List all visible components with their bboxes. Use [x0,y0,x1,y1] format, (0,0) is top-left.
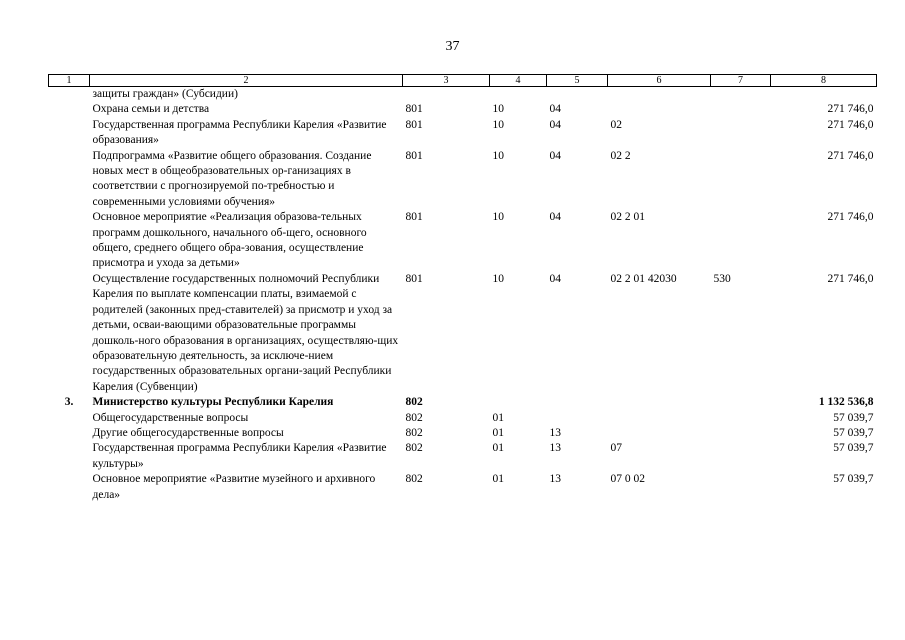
page-number: 37 [445,39,460,54]
section-number-cell [49,118,90,149]
ministry-code-cell: 802 [405,396,423,409]
table-row [49,411,877,426]
amount-cell: 1 132 536,8 [818,396,874,409]
ministry-code-cell [403,87,490,103]
column-header: 3 [403,75,490,87]
section-code-cell: 01 [492,442,504,455]
subsection-code-cell: 04 [549,103,561,116]
subsection-code-cell: 13 [549,426,561,439]
amount-cell: 57 039,7 [833,411,874,424]
amount-cell: 57 039,7 [833,442,874,455]
section-code-cell [490,87,547,103]
item-name-cell: Министерство культуры Республики Карелия [92,396,334,409]
column-header: 2 [90,75,403,87]
target-article-code-cell: 02 2 01 [610,211,645,224]
subsection-code-cell: 13 [549,442,561,455]
amount-cell: 271 746,0 [827,118,874,131]
section-code-cell [490,395,547,410]
subsection-code-cell [547,87,608,103]
subsection-code-cell [547,395,608,410]
ministry-code-cell: 801 [405,118,423,131]
section-number-cell [49,272,90,395]
target-article-code-cell [608,395,711,410]
target-article-code-cell: 02 2 [610,149,631,162]
target-article-code-cell: 02 [610,118,622,131]
expense-type-code-cell [711,210,771,272]
ministry-code-cell: 801 [405,272,423,285]
item-name-cell: Основное мероприятие «Реализация образова-тельных программ дошкольного, начального об-щего, основного общего, среднего общего обра-зования, осуществление присмотра и ухода за детьми» [92,211,367,270]
subsection-code-cell: 13 [549,473,561,486]
section-code-cell: 10 [492,211,504,224]
table-row [49,149,877,211]
amount-cell: 57 039,7 [833,426,874,439]
ministry-code-cell: 802 [405,442,423,455]
section-code-cell: 10 [492,118,504,131]
budget-table [48,74,877,503]
item-name-cell: Охрана семьи и детства [92,103,210,116]
target-article-code-cell: 02 2 01 42030 [610,272,677,285]
section-number-cell [49,149,90,211]
ministry-code-cell: 801 [405,211,423,224]
item-name-cell: Государственная программа Республики Карелия «Развитие образования» [92,118,387,147]
column-header: 6 [608,75,711,87]
expense-type-code-cell [711,87,771,103]
target-article-code-cell [608,411,711,426]
ministry-code-cell: 802 [405,473,423,486]
item-name-cell: Другие общегосударственные вопросы [92,426,284,439]
item-name-cell: защиты граждан» (Субсидии) [92,88,238,100]
expense-type-code-cell [711,426,771,441]
item-name-cell: Государственная программа Республики Карелия «Развитие культуры» [92,442,387,470]
column-header: 4 [490,75,547,87]
section-number-cell [49,441,90,472]
section-number-cell [49,426,90,441]
table-row [49,102,877,117]
section-code-cell: 01 [492,411,504,424]
expense-type-code-cell [711,411,771,426]
amount-cell: 271 746,0 [827,149,874,162]
expense-type-code-cell: 530 [713,272,731,285]
amount-cell: 271 746,0 [827,211,874,224]
target-article-code-cell [608,87,711,103]
table-row [49,426,877,441]
target-article-code-cell: 07 0 02 [610,473,645,486]
subsection-code-cell: 04 [549,149,561,162]
ministry-code-cell: 802 [405,426,423,439]
section-code-cell: 10 [492,272,504,285]
target-article-code-cell [608,102,711,117]
section-number-cell [49,210,90,272]
column-number-row [49,75,877,87]
table-row [49,87,877,103]
subsection-code-cell: 04 [549,272,561,285]
item-name-cell: Подпрограмма «Развитие общего образования. Создание новых мест в общеобразовательных ор-ганизациях в соответствии с прогнозируемой по-требностью и современными условиями обучения» [92,149,372,208]
column-header: 1 [49,75,90,87]
expense-type-code-cell [711,472,771,503]
ministry-code-cell: 802 [405,411,423,424]
target-article-code-cell [608,426,711,441]
expense-type-code-cell [711,395,771,410]
expense-type-code-cell [711,441,771,472]
amount-cell: 57 039,7 [833,473,874,486]
table-row [49,118,877,149]
table-row [49,441,877,472]
table-row [49,272,877,395]
item-name-cell: Общегосударственные вопросы [92,411,249,424]
item-name-cell: Осуществление государственных полномочий Республики Карелия по выплате компенсации платы, взимаемой с родителей (законных пред-ставителей) за присмотр и уход за детьми, осваи-вающими образовательные программы дошколь-ного образования в организациях, осуществляю-щих образовательную деятельность, за исключе-нием государственных образовательных органи-заций Республики Карелия (Субвенции) [92,272,399,393]
amount-cell: 271 746,0 [827,103,874,116]
section-code-cell: 01 [492,473,504,486]
ministry-code-cell: 801 [405,103,423,116]
subsection-code-cell: 04 [549,118,561,131]
item-name-cell: Основное мероприятие «Развитие музейного и архивного дела» [92,473,376,501]
expense-type-code-cell [711,149,771,211]
amount-cell [771,87,877,103]
section-number-cell: 3. [64,396,74,409]
expense-type-code-cell [711,118,771,149]
section-code-cell: 10 [492,103,504,116]
target-article-code-cell: 07 [610,442,622,455]
section-number-cell [49,472,90,503]
section-number-cell [49,411,90,426]
table-row [49,472,877,503]
column-header: 5 [547,75,608,87]
expense-type-code-cell [711,102,771,117]
section-number-cell [49,87,90,103]
column-header: 8 [771,75,877,87]
table-row [49,395,877,410]
table-row [49,210,877,272]
section-number-cell [49,102,90,117]
section-code-cell: 01 [492,426,504,439]
subsection-code-cell: 04 [549,211,561,224]
column-header: 7 [711,75,771,87]
section-code-cell: 10 [492,149,504,162]
subsection-code-cell [547,411,608,426]
amount-cell: 271 746,0 [827,272,874,285]
ministry-code-cell: 801 [405,149,423,162]
